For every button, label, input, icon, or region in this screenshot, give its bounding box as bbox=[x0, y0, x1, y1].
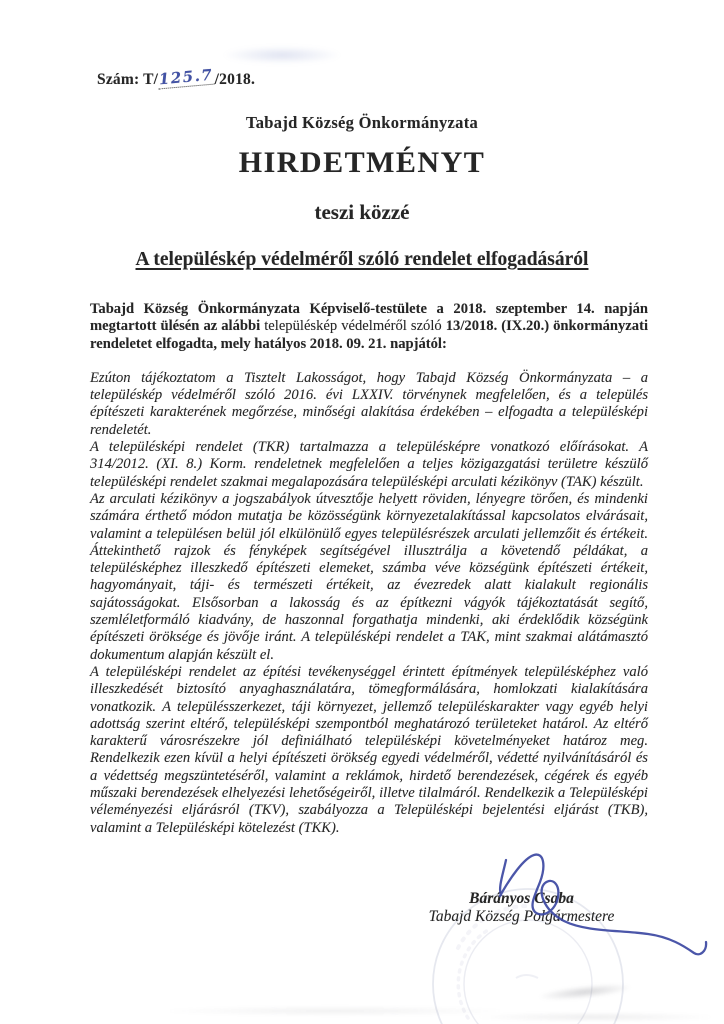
scan-artifact-bottom bbox=[540, 981, 631, 1002]
lead-regular-mid: településkép védelméről szóló bbox=[264, 318, 446, 335]
document-number-prefix: Szám: T/ bbox=[97, 71, 159, 88]
lead-bold-start: Tabajd Község Önkormányzata Képviselő-testülete a 2018. szeptember 14. napján megtartott ülésén az alábbi bbox=[90, 301, 648, 335]
body-paragraph: Az arculati kézikönyv a jogszabályok útvesztője helyett röviden, lényegre törően, és mindenki számára érthető módon mutatja be közösségünk környezetalakítással kapcsolatos elvárásait, valamint a településen belül jól elkülönülő egyes településrészek arculati jellemzőit és értékeit. Áttekinthető rajzok és fényképek segítségével illusztrálja a követendő példákat, a településképhez illeszkedő építészeti elemeket, számba véve községünk építészeti értékeit, hagyományait, táji- és természeti értékeit, az évezredek alatt kialakult regionális sajátosságokat. Elsősorban a lakosság és az építkezni vágyók tájékoztatását segítő, szemléletformáló kiadvány, de haszonnal forgathatja mindenki, aki érdeklődik községünk építészeti öröksége és jövője iránt. A településképi rendelet a TAK, mint szakmai alátámasztó dokumentum alapján készült el. bbox=[90, 490, 648, 663]
organization-name: Tabajd Község Önkormányzata bbox=[245, 113, 479, 132]
body-paragraph: Ezúton tájékoztatom a Tisztelt Lakosságot, hogy Tabajd Község Önkormányzata – a településkép védelméről szóló 2016. évi LXXIV. törvénynek megfelelően, és a település építészeti karakterének megőrzése, minőségi alakítása érdekében – elfogadta a településképi rendeletét. bbox=[90, 369, 648, 438]
document-subtitle: teszi közzé bbox=[314, 200, 410, 224]
document-number-line bbox=[97, 65, 256, 89]
handwritten-number: 125.7 bbox=[158, 65, 215, 89]
scan-artifact-bottom bbox=[170, 1006, 500, 1016]
document-number-suffix: /2018. bbox=[214, 71, 256, 88]
document-title: HIRDETMÉNYT bbox=[238, 146, 486, 179]
lead-bold-end: 13/2018. (IX.20.) önkormányzati rendeletet elfogadta, mely hatályos 2018. 09. 21. napjától: bbox=[90, 318, 648, 352]
body-paragraph: A településképi rendelet az építési tevékenységgel érintett építmények településképhez való illeszkedését biztosító anyaghasználatára, tömegformálására, homlokzati kialakítására vonatkozik. A településszerkezet, táji környezet, jellemző településkarakter vagy egyéb helyi adottság szerint eltérő, településképi szempontból meghatározó területeket határol. Az eltérő karakterű városrészekre jól definiálható településképi követelményeket határoz meg. Rendelkezik ezen kívül a helyi építészeti örökség egyedi védelméről, védetté nyilvánításáról és a védettség megszüntetéséről, valamint a reklámok, hirdető berendezések, cégérek és egyéb műszaki berendezések elhelyezési lehetőségeiről, illetve tilalmáról. Rendelkezik a Településképi véleményezési eljárásról (TKV), szabályozza a Településképi bejelentési eljárást (TKB), valamint a Településképi kötelezést (TKK). bbox=[90, 663, 648, 836]
signer-name: Bárányos Csaba bbox=[469, 890, 574, 907]
scan-artifact-bottom bbox=[480, 1012, 710, 1022]
signer-role: Tabajd Község Polgármestere bbox=[428, 907, 615, 925]
document-body bbox=[90, 301, 648, 837]
body-paragraph: A településképi rendelet (TKR) tartalmazza a településképre vonatkozó előírásokat. A 314/2012. (XI. 8.) Korm. rendeletnek megfelelően a teljes közigazgatási területre készülő településképi rendelet szakmai megalapozására településképi arculati kézikönyv (TAK) készült. bbox=[90, 439, 648, 490]
document-subject-heading: A településkép védelméről szóló rendelet elfogadásáról bbox=[135, 249, 589, 270]
scan-artifact-top bbox=[222, 46, 342, 64]
signature-block bbox=[424, 890, 619, 925]
lead-paragraph bbox=[90, 301, 648, 353]
